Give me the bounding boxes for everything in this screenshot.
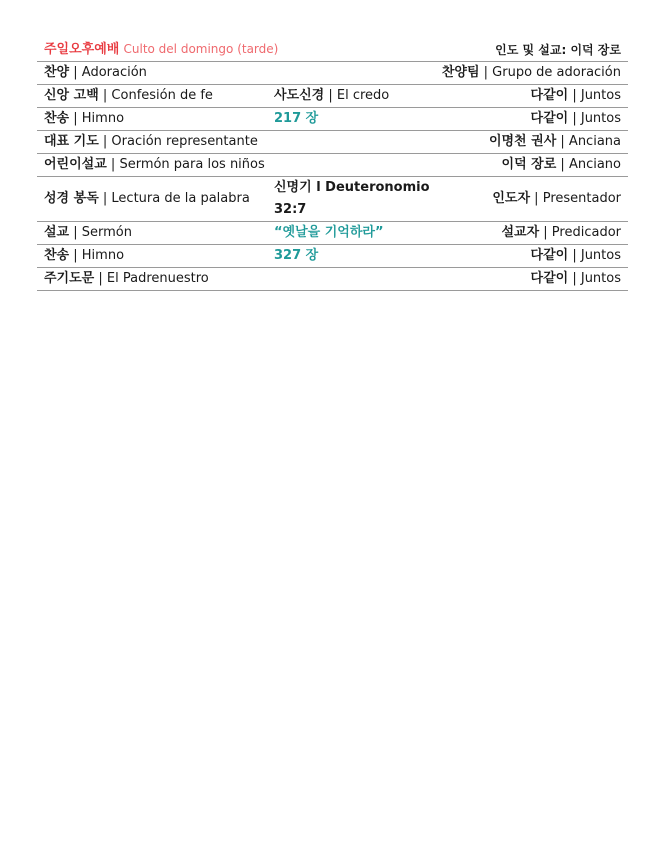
scripture-reference	[274, 177, 449, 221]
item-person: 이덕 장로 | Anciano	[501, 157, 621, 172]
scripture-verse: 32:7	[274, 202, 307, 217]
item-person: 설교자 | Predicador	[501, 225, 621, 240]
hymn-number: 327 장	[274, 248, 319, 263]
item-detail: 사도신경 | El credo	[274, 88, 390, 103]
item-name: 주기도문 | El Padrenuestro	[44, 271, 209, 286]
item-person: 다같이 | Juntos	[530, 88, 621, 103]
item-person: 찬양팀 | Grupo de adoración	[441, 65, 621, 80]
order-row	[37, 268, 628, 291]
service-title	[44, 38, 449, 61]
order-row	[37, 245, 628, 268]
order-row	[37, 154, 628, 177]
item-name: 찬송 | Himno	[44, 248, 125, 263]
item-name: 성경 봉독 | Lectura de la palabra	[44, 191, 250, 206]
order-row	[37, 177, 628, 222]
order-row	[37, 131, 628, 154]
item-name: 대표 기도 | Oración representante	[44, 134, 258, 149]
order-row	[37, 108, 628, 131]
order-row	[37, 62, 628, 85]
item-name: 찬송 | Himno	[44, 111, 125, 126]
item-person: 다같이 | Juntos	[530, 271, 621, 286]
service-order	[37, 38, 628, 291]
item-person: 다같이 | Juntos	[530, 248, 621, 263]
service-title-ko: 주일오후예배	[44, 42, 120, 57]
service-leader: 인도 및 설교: 이덕 장로	[495, 42, 621, 57]
item-name: 설교 | Sermón	[44, 225, 133, 240]
service-title-es: Culto del domingo (tarde)	[123, 42, 279, 56]
sermon-title: “옛날을 기억하라”	[274, 225, 384, 240]
item-name: 신앙 고백 | Confesión de fe	[44, 88, 213, 103]
item-person: 다같이 | Juntos	[530, 111, 621, 126]
item-name: 찬양 | Adoración	[44, 65, 147, 80]
item-person: 인도자 | Presentador	[492, 191, 621, 206]
service-header	[37, 38, 628, 62]
item-name: 어린이설교 | Sermón para los niños	[44, 157, 265, 172]
scripture-book: 신명기 l Deuteronomio	[274, 180, 430, 195]
order-row	[37, 222, 628, 245]
order-row	[37, 85, 628, 108]
item-person: 이명천 권사 | Anciana	[488, 134, 621, 149]
hymn-number: 217 장	[274, 111, 319, 126]
